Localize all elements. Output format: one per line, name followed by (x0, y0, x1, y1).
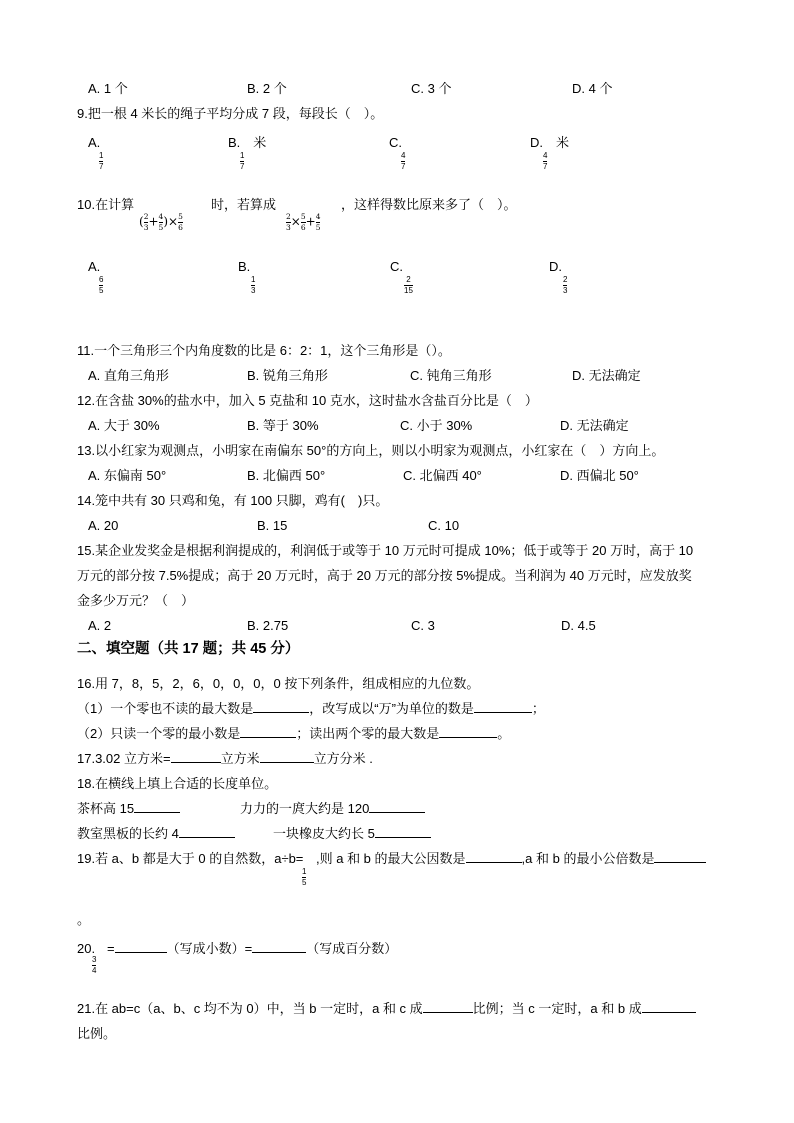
q13-option-a: A. 东偏南 50° (88, 468, 167, 483)
q11-option-b: B. 锐角三角形 (247, 368, 328, 383)
q13-stem: 13.以小红家为观测点，小明家在南偏东 50°的方向上，则以小明家为观测点，小红家在（ ）方向上。 (77, 443, 665, 458)
q14-option-b: B. 15 (257, 518, 288, 533)
q20-number: 20. (77, 941, 96, 956)
q21-blank-2[interactable] (642, 1002, 696, 1013)
q21-blank-1[interactable] (423, 1002, 473, 1013)
q18-blank-3[interactable] (179, 827, 235, 838)
q8-option-d: D. 4 个 (572, 81, 613, 96)
q11-option-a: A. 直角三角形 (88, 368, 169, 383)
q16-part-2-text-c: 。 (497, 726, 511, 741)
q19-text-b: ,则 a 和 b 的最大公因数是 (316, 851, 466, 866)
q19-blank-2[interactable] (654, 852, 706, 863)
q15-line-2: 万元的部分按 7.5%提成；高于 20 万元时，高于 20 万元的部分按 5%提成。当利润为 40 万元时，应发放奖 (77, 568, 692, 583)
q10-fraction-c: 2 15 (404, 275, 413, 295)
q20-text-b: = (107, 941, 115, 956)
q10-expression-original: ( $\frac{2}{3}$ + $\frac{4}{5}$ )× $\frac{5}{6}$ (139, 212, 183, 232)
q16-blank-1[interactable] (253, 702, 309, 713)
q9-stem: 9.把一根 4 米长的绳子平均分成 7 段，每段长（ ）。 (77, 106, 384, 121)
q19-blank-1[interactable] (466, 852, 522, 863)
q17-text-a: 17.3.02 立方米= (77, 751, 171, 766)
q16-part-1-text-b: ，改写成以“万”为单位的数是 (309, 701, 474, 716)
q10-fraction-a: 6 5 (99, 275, 104, 295)
q16-part-1-text-a: （1）一个零也不读的最大数是 (77, 701, 254, 716)
q17-text-b: 立方米 (220, 751, 260, 766)
q15-option-b: B. 2.75 (247, 618, 289, 633)
q13-option-b: B. 北偏西 50° (247, 468, 326, 483)
q20-fraction: 3 4 (92, 955, 97, 975)
q21-text-a: 21.在 ab=c（a、b、c 均不为 0）中，当 b 一定时，a 和 c 成 (77, 1001, 423, 1016)
q10-stem-2: 时，若算成 (211, 197, 277, 212)
q12-option-c: C. 小于 30% (400, 418, 473, 433)
q12-option-d: D. 无法确定 (560, 418, 629, 433)
q16-part-1 (77, 701, 545, 717)
q20-text-d: （写成百分数） (306, 941, 398, 956)
q15-option-c: C. 3 (411, 618, 435, 633)
q16-part-2-text-a: （2）只读一个零的最小数是 (77, 726, 241, 741)
q19-text-a: 19.若 a、b 都是大于 0 的自然数，a÷b= (77, 851, 304, 866)
q17-text-c: 立方分米 . (313, 751, 373, 766)
q10-stem-3: ，这样得数比原来多了（ ）。 (341, 197, 517, 212)
q20-text-c: （写成小数）= (166, 941, 253, 956)
q16-part-1-text-c: ； (531, 701, 545, 716)
q9-fraction-d: 4 7 (543, 151, 548, 171)
q15-line-3: 金多少万元？（ ） (77, 593, 195, 608)
q8-option-a: A. 1 个 (88, 81, 128, 96)
q9-fraction-c: 4 7 (401, 151, 406, 171)
q19-fraction: 1 5 (302, 867, 307, 887)
q18-item-2-text: 力力的一庹大约是 120 (240, 801, 370, 816)
q18-blank-4[interactable] (375, 827, 431, 838)
q10-option-a: A. (88, 259, 101, 274)
q10-stem-1: 10.在计算 (77, 197, 135, 212)
q15-option-d: D. 4.5 (561, 618, 596, 633)
section-heading-fill-in: 二、填空题（共 17 题；共 45 分） (77, 641, 300, 657)
q12-option-a: A. 大于 30% (88, 418, 160, 433)
q9-option-b: B. 米 (228, 135, 267, 150)
q18-blank-2[interactable] (369, 802, 425, 813)
q16-stem: 16.用 7，8，5，2，6，0，0，0，0 按下列条件，组成相应的九位数。 (77, 676, 480, 691)
q18-stem: 18.在横线上填上合适的长度单位。 (77, 776, 278, 791)
q10-option-d: D. (549, 259, 562, 274)
q18-item-4 (273, 826, 431, 842)
q16-part-2 (77, 726, 510, 742)
q10-option-c: C. (390, 259, 403, 274)
q10-fraction-b: 1 3 (251, 275, 256, 295)
q18-item-1 (77, 801, 180, 817)
q8-option-b: B. 2 个 (247, 81, 287, 96)
q8-option-c: C. 3 个 (411, 81, 452, 96)
q10-expression-wrong: $\frac{2}{3}$ × $\frac{5}{6}$ + $\frac{4}{5}$ (286, 212, 321, 232)
q17 (77, 751, 373, 767)
q21 (77, 1001, 696, 1017)
q11-option-c: C. 钝角三角形 (410, 368, 492, 383)
q11-option-d: D. 无法确定 (572, 368, 641, 383)
q10-fraction-d: 2 3 (563, 275, 568, 295)
q19-rest (316, 851, 706, 867)
q16-blank-2[interactable] (474, 702, 532, 713)
q15-option-a: A. 2 (88, 618, 112, 633)
q16-blank-3[interactable] (240, 727, 296, 738)
q9-option-d: D. 米 (530, 135, 570, 150)
q14-option-c: C. 10 (428, 518, 460, 533)
q18-item-1-text: 茶杯高 15 (77, 801, 135, 816)
q17-blank-1[interactable] (171, 752, 221, 763)
q12-option-b: B. 等于 30% (247, 418, 319, 433)
q18-blank-1[interactable] (134, 802, 180, 813)
q16-part-2-text-b: ；读出两个零的最大数是 (296, 726, 440, 741)
q19-text-c: ,a 和 b 的最小公倍数是 (521, 851, 655, 866)
q20-blank-1[interactable] (115, 942, 167, 953)
q15-line-1: 15.某企业发奖金是根据利润提成的，利润低于或等于 10 万元时可提成 10%；低于或等于 20 万时，高于 10 (77, 543, 694, 558)
q16-blank-4[interactable] (439, 727, 497, 738)
q9-option-a: A. (88, 135, 101, 150)
q11-stem: 11.一个三角形三个内角度数的比是 6：2：1，这个三角形是（）。 (77, 343, 451, 358)
q20-blank-2[interactable] (252, 942, 306, 953)
q18-item-4-text: 一块橡皮大约长 5 (273, 826, 375, 841)
q13-option-d: D. 西偏北 50° (560, 468, 639, 483)
q18-item-3-text: 教室黑板的长约 4 (77, 826, 179, 841)
q21-text-c: 比例。 (77, 1026, 117, 1041)
q21-text-b: 比例；当 c 一定时，a 和 b 成 (472, 1001, 642, 1016)
q10-option-b: B. (238, 259, 251, 274)
q13-option-c: C. 北偏西 40° (403, 468, 482, 483)
q12-stem: 12.在含盐 30%的盐水中，加入 5 克盐和 10 克水，这时盐水含盐百分比是（ ） (77, 393, 538, 408)
q17-blank-2[interactable] (260, 752, 314, 763)
q14-stem: 14.笼中共有 30 只鸡和兔，有 100 只脚，鸡有( )只。 (77, 493, 389, 508)
q9-fraction-a: 1 7 (99, 151, 104, 171)
q9-option-c: C. (389, 135, 402, 150)
q18-item-2 (240, 801, 425, 817)
q14-option-a: A. 20 (88, 518, 119, 533)
q9-fraction-b: 1 7 (240, 151, 245, 171)
q20-rest (107, 941, 397, 957)
q18-item-3 (77, 826, 235, 842)
q19-text-d: 。 (77, 912, 91, 927)
